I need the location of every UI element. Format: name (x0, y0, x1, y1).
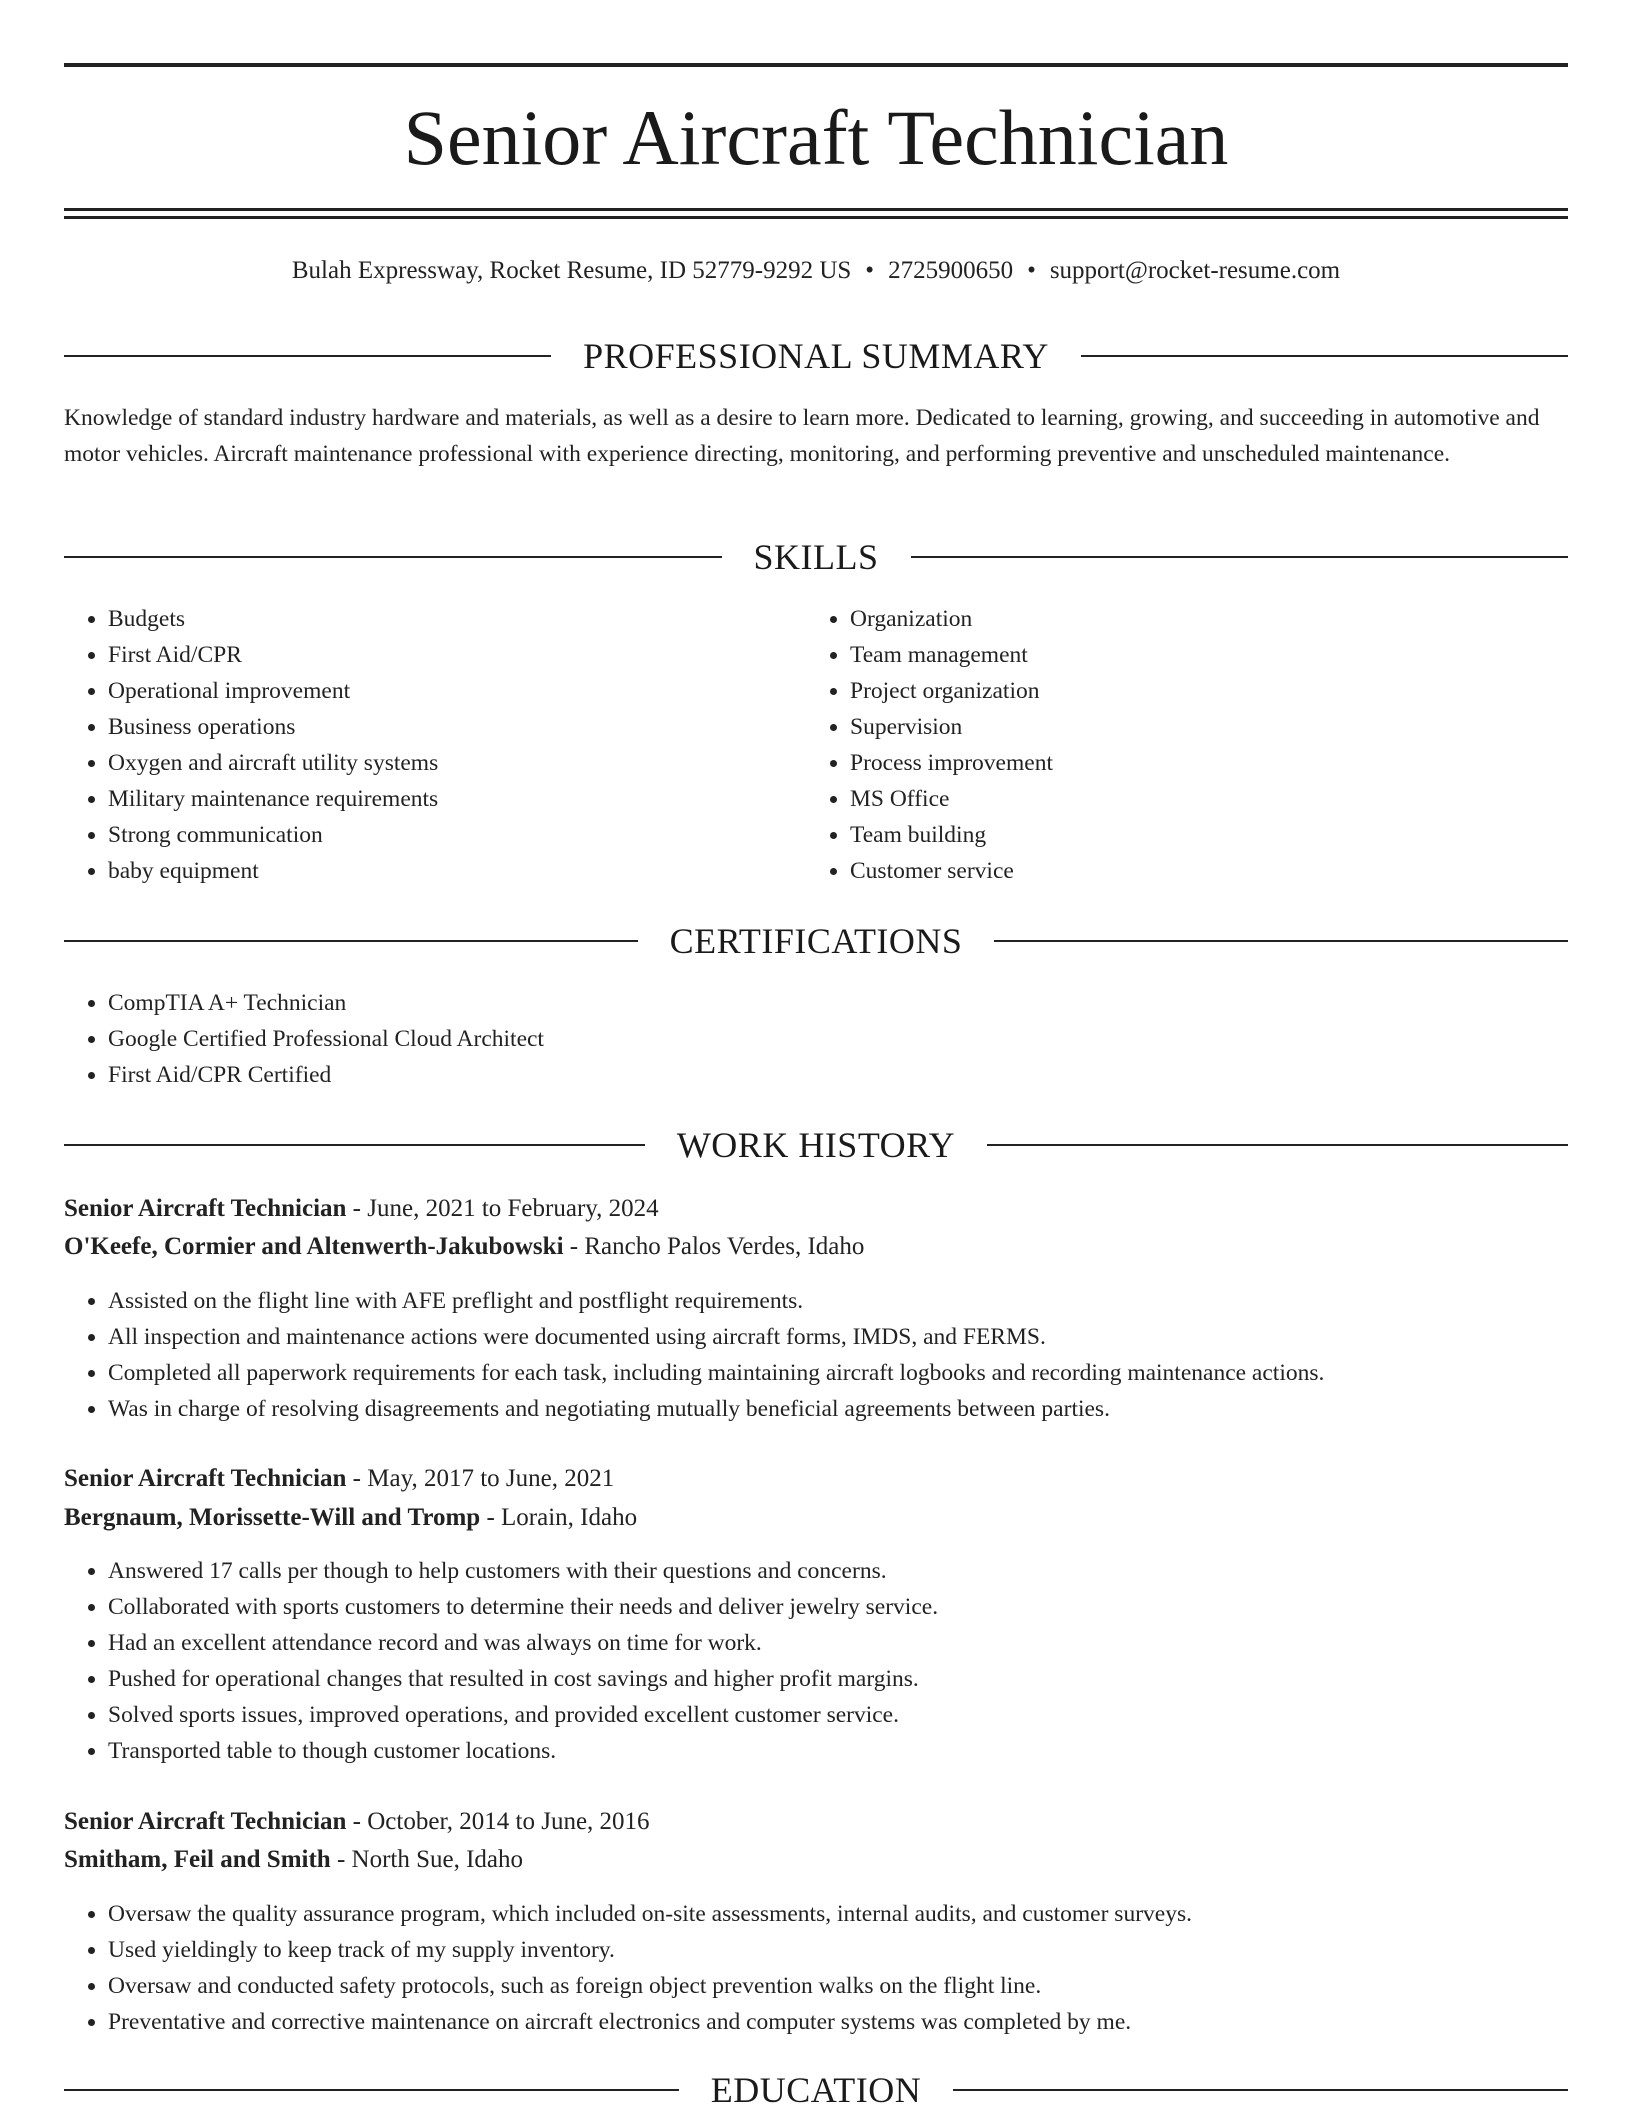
job-company-line (64, 1500, 1568, 1536)
heading-rule-left (64, 940, 638, 942)
certification-item: • CompTIA A+ Technician (108, 985, 1568, 1021)
skill-item: • First Aid/CPR (108, 637, 808, 673)
job-bullet: • Answered 17 calls per though to help customers with their questions and concerns. (108, 1553, 1568, 1589)
contact-separator: • (1027, 257, 1036, 284)
job-title-line (64, 1804, 1568, 1840)
certifications-list (64, 985, 1568, 1093)
job-bullet: • Oversaw the quality assurance program, which included on-site assessments, internal audits, and customer surveys. (108, 1896, 1568, 1932)
job-bullet: • Collaborated with sports customers to determine their needs and deliver jewelry service. (108, 1589, 1568, 1625)
heading-rule-right (911, 556, 1569, 558)
job-title: Senior Aircraft Technician (64, 1465, 347, 1492)
summary-heading-label: PROFESSIONAL SUMMARY (583, 336, 1049, 376)
heading-rule-left (64, 2089, 679, 2091)
skill-item: • Project organization (850, 673, 1550, 709)
summary-heading (64, 334, 1568, 378)
skill-item: • Operational improvement (108, 673, 808, 709)
title-rule-lower (64, 216, 1568, 219)
job-bullets (64, 1896, 1568, 2040)
skills-list-left (64, 601, 808, 889)
title-rule-upper (64, 208, 1568, 211)
job-bullets (64, 1283, 1568, 1427)
certification-item: • Google Certified Professional Cloud Architect (108, 1021, 1568, 1057)
job-bullet: • Oversaw and conducted safety protocols, such as foreign object prevention walks on the flight line. (108, 1968, 1568, 2004)
job-company: O'Keefe, Cormier and Altenwerth-Jakubowski (64, 1233, 564, 1260)
certifications-heading-label: CERTIFICATIONS (669, 921, 963, 961)
job-bullet: • Completed all paperwork requirements for each task, including maintaining aircraft logbooks and recording maintenance actions. (108, 1355, 1568, 1391)
job-location: - North Sue, Idaho (330, 1846, 524, 1873)
job-bullet: • Had an excellent attendance record and was always on time for work. (108, 1625, 1568, 1661)
skills-heading (64, 535, 1568, 579)
resume-title: Senior Aircraft Technician (403, 94, 1229, 181)
education-heading (64, 2068, 1568, 2112)
job-bullets (64, 1553, 1568, 1769)
job-company-line (64, 1842, 1568, 1878)
heading-rule-right (987, 1144, 1568, 1146)
skill-item: • Oxygen and aircraft utility systems (108, 745, 808, 781)
skill-item: • Strong communication (108, 817, 808, 853)
job-bullet: • Used yieldingly to keep track of my supply inventory. (108, 1932, 1568, 1968)
job-title-line (64, 1461, 1568, 1497)
job-location: - Rancho Palos Verdes, Idaho (563, 1233, 865, 1260)
skills-list-right (806, 601, 1550, 889)
heading-rule-right (1081, 355, 1568, 357)
skill-item: • Business operations (108, 709, 808, 745)
job-company-line (64, 1229, 1568, 1265)
skill-item: • Military maintenance requirements (108, 781, 808, 817)
heading-rule-left (64, 556, 722, 558)
contact-separator: • (865, 257, 875, 284)
skill-item: • baby equipment (108, 853, 808, 889)
job-title: Senior Aircraft Technician (64, 1195, 347, 1222)
work-history-heading-label: WORK HISTORY (676, 1125, 956, 1165)
job-bullet: • Assisted on the flight line with AFE preflight and postflight requirements. (108, 1283, 1568, 1319)
job-bullet: • All inspection and maintenance actions were documented using aircraft forms, IMDS, and FERMS. (108, 1319, 1568, 1355)
job-location: - Lorain, Idaho (480, 1504, 638, 1531)
skill-item: • Organization (850, 601, 1550, 637)
job-bullet: • Solved sports issues, improved operations, and provided excellent customer service. (108, 1697, 1568, 1733)
skill-item: • Budgets (108, 601, 808, 637)
skills-heading-label: SKILLS (753, 537, 879, 577)
skill-item: • MS Office (850, 781, 1550, 817)
job-bullet: • Transported table to though customer locations. (108, 1733, 1568, 1769)
job-company: Smitham, Feil and Smith (64, 1846, 331, 1873)
contact-address: Bulah Expressway, Rocket Resume, ID 52779-9292 US (291, 257, 852, 284)
heading-rule-right (953, 2089, 1568, 2091)
heading-rule-left (64, 1144, 645, 1146)
skill-item: • Team management (850, 637, 1550, 673)
job-bullet: • Preventative and corrective maintenance on aircraft electronics and computer systems was completed by me. (108, 2004, 1568, 2040)
summary-text: Knowledge of standard industry hardware and materials, as well as a desire to learn more. Dedicated to learning, growing, and succeeding in automotive and motor vehicles. Aircraft maintenance professional with experience directing, monitoring, and performing preventive and unscheduled maintenance. (64, 405, 1540, 467)
contact-line (64, 254, 1568, 288)
job-title-line (64, 1191, 1568, 1227)
job-dates: - May, 2017 to June, 2021 (346, 1465, 615, 1492)
contact-phone: 2725900650 (888, 257, 1014, 284)
work-history-heading (64, 1123, 1568, 1167)
job-bullet: • Pushed for operational changes that resulted in cost savings and higher profit margins. (108, 1661, 1568, 1697)
job-title: Senior Aircraft Technician (64, 1808, 347, 1835)
skill-item: • Process improvement (850, 745, 1550, 781)
skill-item: • Team building (850, 817, 1550, 853)
education-heading-label: EDUCATION (710, 2070, 922, 2110)
top-rule (64, 63, 1568, 67)
heading-rule-right (994, 940, 1568, 942)
certification-item: • First Aid/CPR Certified (108, 1057, 1568, 1093)
skill-item: • Supervision (850, 709, 1550, 745)
contact-email: support@rocket-resume.com (1049, 257, 1341, 284)
job-company: Bergnaum, Morissette-Will and Tromp (64, 1504, 481, 1531)
certifications-heading (64, 919, 1568, 963)
job-bullet: • Was in charge of resolving disagreements and negotiating mutually beneficial agreements between parties. (108, 1391, 1568, 1427)
job-dates: - October, 2014 to June, 2016 (346, 1808, 650, 1835)
heading-rule-left (64, 355, 551, 357)
job-dates: - June, 2021 to February, 2024 (346, 1195, 659, 1222)
skill-item: • Customer service (850, 853, 1550, 889)
